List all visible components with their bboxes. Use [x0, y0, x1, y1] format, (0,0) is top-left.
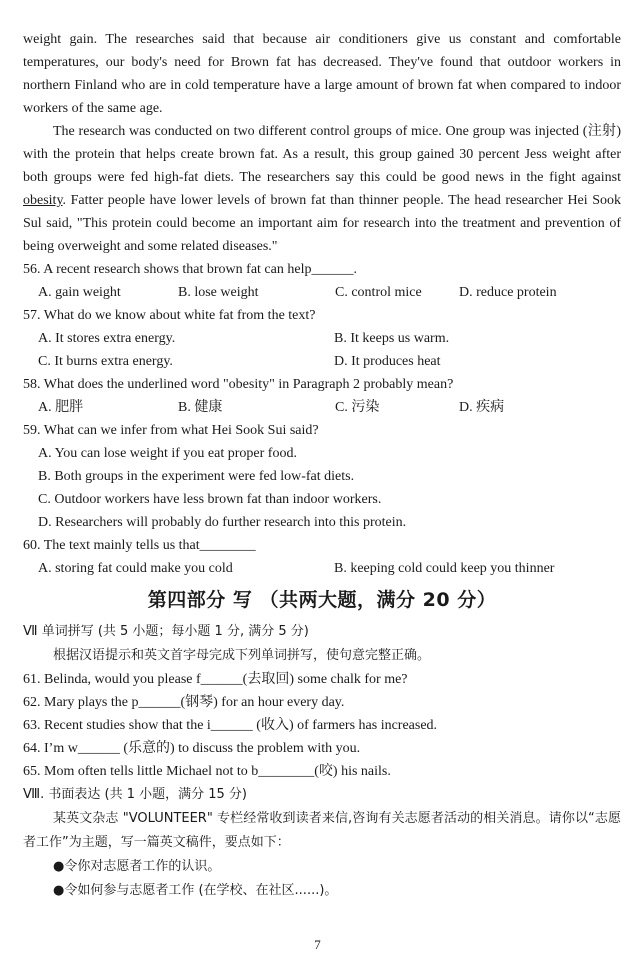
question-58-options: [23, 396, 621, 419]
question-60-stem: 60. The text mainly tells us that________: [23, 538, 256, 553]
passage-paragraph-1: weight gain. The researches said that because air conditioners give us constant and comfortable temperatures, our body's need for Brown fat has decreased. They've found that outdoor workers in northern Finland who are in cold temperature have a large amount of brown fat when compared to indoor workers of the same age.: [23, 32, 621, 116]
spelling-61: 61. Belinda, would you please f______(去取回) some chalk for me?: [23, 672, 408, 687]
question-57-options-row-2: [23, 350, 621, 373]
q56-option-c: C. control mice: [335, 285, 422, 300]
q56-option-b: B. lose weight: [178, 285, 259, 300]
q57-option-a: A. It stores extra energy.: [38, 331, 176, 346]
q58-option-c: C. 污染: [335, 400, 380, 415]
q59-option-c: C. Outdoor workers have less brown fat than indoor workers.: [38, 492, 382, 507]
passage-p2-text-b: . Fatter people have lower levels of brown fat than thinner people. The head researcher Hei Sook Sul said, "This protein could become an important aim for research into the treatment and prevention of being overweight and some related diseases.": [23, 193, 621, 254]
q57-option-c: C. It burns extra energy.: [38, 354, 173, 369]
underlined-word-obesity: obesity: [23, 193, 63, 208]
q60-option-b: B. keeping cold could keep you thinner: [334, 561, 555, 576]
part-8-heading: Ⅷ. 书面表达 (共 1 小题，满分 15 分): [23, 787, 248, 802]
spelling-62: 62. Mary plays the p______(钢琴) for an hour every day.: [23, 695, 345, 710]
section-4-title: 第四部分 写 （共两大题，满分 20 分）: [147, 589, 497, 611]
q57-option-d: D. It produces heat: [334, 354, 441, 369]
q58-option-d: D. 疾病: [459, 400, 505, 415]
question-56-options: [23, 281, 621, 304]
part-8-text: 某英文杂志 "VOLUNTEER" 专栏经常收到读者来信,咨询有关志愿者活动的相关消息。请你以“志愿者工作”为主题，写一篇英文稿件，要点如下：: [23, 811, 621, 850]
writing-point-2: ●令如何参与志愿者工作 (在学校、在社区......)。: [53, 883, 338, 898]
question-57-stem: 57. What do we know about white fat from the text?: [23, 308, 316, 323]
part-7-instruction: 根据汉语提示和英文首字母完成下列单词拼写，使句意完整正确。: [53, 648, 431, 663]
question-58-stem: 58. What does the underlined word "obesity" in Paragraph 2 probably mean?: [23, 377, 454, 392]
q59-option-a: A. You can lose weight if you eat proper food.: [38, 446, 297, 461]
question-56-stem: 56. A recent research shows that brown fat can help______.: [23, 262, 357, 277]
q57-option-b: B. It keeps us warm.: [334, 331, 450, 346]
question-57-options-row-1: [23, 327, 621, 350]
spelling-65: 65. Mom often tells little Michael not to b________(咬) his nails.: [23, 764, 391, 779]
spelling-64: 64. I’m w______ (乐意的) to discuss the problem with you.: [23, 741, 361, 756]
q56-option-a: A. gain weight: [38, 285, 121, 300]
writing-point-1: ●令你对志愿者工作的认识。: [53, 859, 221, 874]
q60-option-a: A. storing fat could make you cold: [38, 561, 233, 576]
passage-p2-text-a: The research was conducted on two different control groups of mice. One group was injected (注射) with the protein that helps create brown fat. As a result, this group gained 30 percent Jess weight after both groups were fed high-fat diets. The researchers say this could be good news in the fight against: [23, 124, 621, 185]
part-7-heading: Ⅶ 单词拼写 (共 5 小题；每小题 1 分, 满分 5 分): [23, 624, 309, 639]
q56-option-d: D. reduce protein: [459, 285, 557, 300]
q59-option-d: D. Researchers will probably do further research into this protein.: [38, 515, 407, 530]
q58-option-a: A. 肥胖: [38, 400, 84, 415]
q59-option-b: B. Both groups in the experiment were fed low-fat diets.: [38, 469, 355, 484]
question-60-options: [23, 557, 621, 580]
question-59-stem: 59. What can we infer from what Hei Sook Sui said?: [23, 423, 319, 438]
spelling-63: 63. Recent studies show that the i______ (收入) of farmers has increased.: [23, 718, 438, 733]
page-number: 7: [314, 937, 321, 952]
q58-option-b: B. 健康: [178, 400, 223, 415]
passage-paragraph-2: [23, 120, 621, 258]
